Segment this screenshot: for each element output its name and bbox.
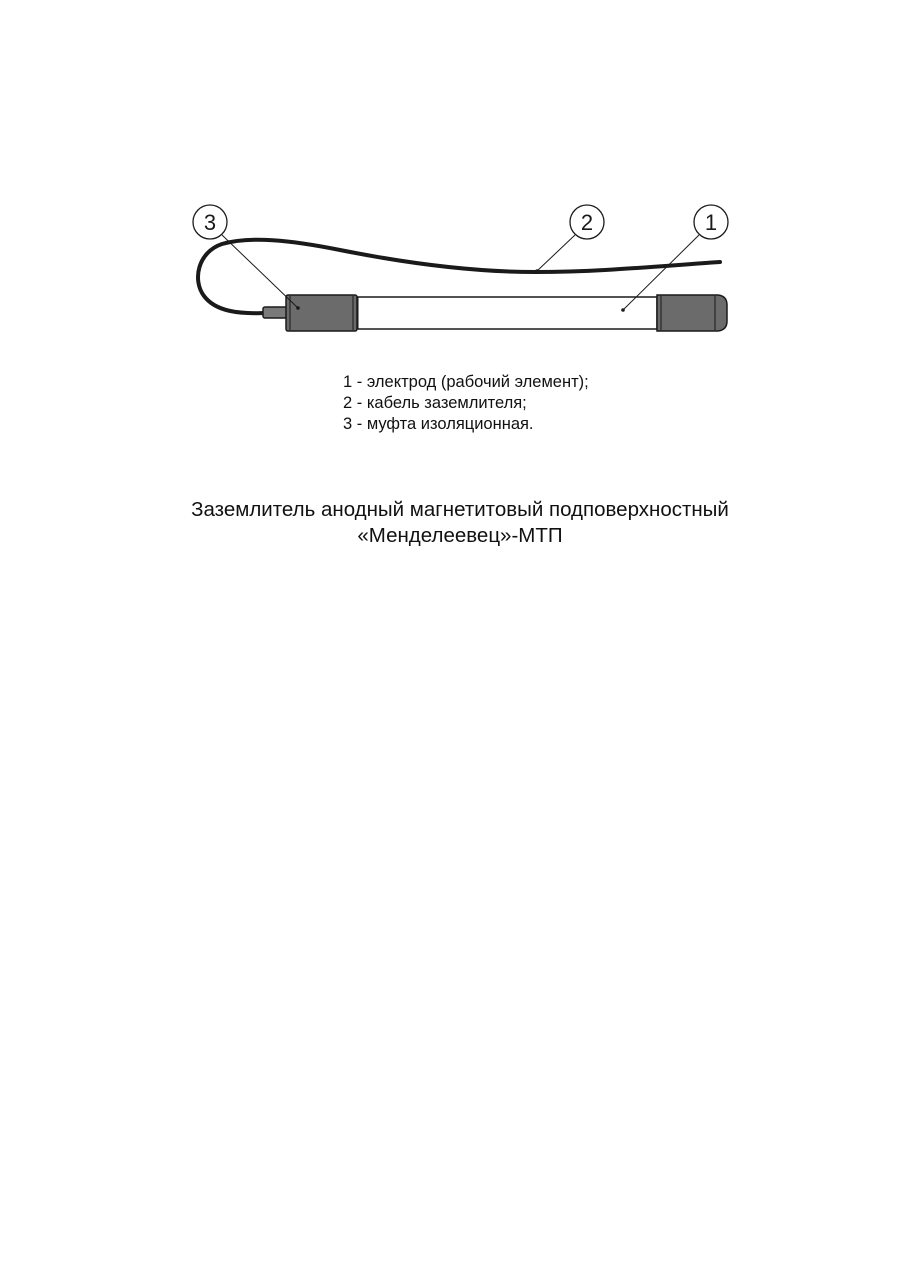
svg-text:1: 1	[704, 210, 718, 235]
legend-item-cable: 2 - кабель заземлителя;	[343, 394, 527, 412]
callout-3	[193, 205, 227, 239]
caption-line-2: «Менделеевец»-МТП	[357, 524, 563, 547]
diagram-legend	[343, 372, 589, 435]
callout-1	[694, 205, 728, 239]
insulating-coupling	[286, 295, 357, 331]
svg-text:2: 2	[580, 210, 594, 235]
caption-line-1: Заземлитель анодный магнетитовый подповерхностный	[191, 498, 729, 521]
legend-item-coupling: 3 - муфта изоляционная.	[343, 415, 534, 433]
figure-caption	[0, 497, 900, 549]
electrode-tube	[355, 297, 657, 329]
svg-text:3: 3	[203, 210, 217, 235]
leader-line-2	[537, 235, 575, 271]
leader-line-3	[222, 235, 298, 308]
electrode-end-cap	[657, 295, 727, 331]
anode-grounding-diagram	[0, 0, 900, 360]
callout-2	[570, 205, 604, 239]
legend-item-electrode: 1 - электрод (рабочий элемент);	[343, 373, 589, 391]
